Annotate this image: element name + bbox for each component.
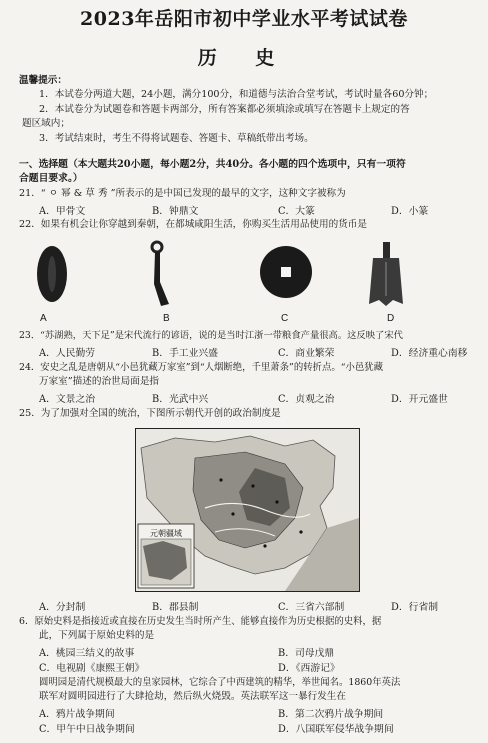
banliang-coin-image [258, 244, 314, 300]
q25-option-a: A．分封制 [39, 602, 86, 613]
q22-label-b: B [163, 313, 170, 324]
q22-label-a: A [40, 313, 47, 324]
knife-coin-image [147, 240, 177, 308]
q22-label-c: C [281, 313, 289, 324]
yuan-territory-map [135, 428, 360, 592]
exam-subject: 历 史 [197, 47, 291, 69]
q27-stem-cont: 联军对圆明园进行了大肆抢劫，然后纵火烧毁。英法联军这一暴行发生在 [39, 691, 346, 702]
q26-option-a: A．桃园三结义的故事 [39, 648, 135, 659]
q25-stem: 25．为了加强对全国的统治，下图所示朝代开创的政治制度是 [19, 408, 281, 419]
notice-item-1: 1．本试卷分两道大题，24小题，满分100分，和道德与法治合堂考试，考试时量各60分钟； [39, 89, 434, 100]
q27-stem: 圆明园是清代规模最大的皇家园林，它综合了中西建筑的精华，举世闻名。1860年英法 [39, 677, 401, 688]
q25-option-b: B．郡县制 [152, 602, 199, 613]
q24-option-a: A．文景之治 [39, 394, 96, 405]
q23-option-a: A．人民勤劳 [39, 348, 96, 359]
q27-option-a: A．鸦片战争期间 [39, 709, 115, 720]
q23-option-c: C．商业繁荣 [278, 348, 335, 359]
q23-option-b: B．手工业兴盛 [152, 348, 218, 359]
q23-stem: 23．“苏湖熟，天下足”是宋代流行的谚语，说的是当时江浙一带粮食产量很高。这反映了宋代 [19, 330, 403, 341]
exam-title: 2023年岳阳市初中学业水平考试试卷 [80, 8, 408, 30]
q26-option-d: D．《西游记》 [278, 663, 340, 674]
q27-option-d: D．八国联军侵华战争期间 [278, 724, 394, 735]
q21-option-c: C．大篆 [278, 206, 315, 217]
map-inset-label: 元朝疆域 [150, 529, 182, 538]
q24-option-b: B．光武中兴 [152, 394, 209, 405]
notice-item-3: 3．考试结束时，考生不得将试题卷、答题卡、草稿纸带出考场。 [39, 133, 314, 144]
section-heading: 一、选择题（本大题共20小题，每小题2分，共40分。各小题的四个选项中，只有一项符 [19, 159, 406, 170]
q22-label-d: D [387, 313, 395, 324]
section-heading-cont: 合题目要求。） [19, 173, 83, 184]
q22-stem: 22．如果有机会让你穿越到秦朝，在都城咸阳生活，你购买生活用品使用的货币是 [19, 219, 367, 230]
q21-option-a: A．甲骨文 [39, 206, 86, 217]
q24-option-c: C．贞观之治 [278, 394, 335, 405]
spade-coin-image [365, 240, 407, 308]
notice-item-2: 2．本试卷分为试题卷和答题卡两部分，所有答案都必须填涂或填写在答题卡上规定的答 [39, 104, 410, 115]
q24-stem-cont: 万家室”描述的治世局面是指 [39, 376, 160, 387]
shell-coin-image [32, 242, 72, 306]
q23-option-d: D．经济重心南移 [391, 348, 468, 359]
q26-stem: 6．原始史料是指接近或直接在历史发生当时所产生、能够直接作为历史根据的史料，据 [19, 616, 382, 627]
notice-heading: 温馨提示： [19, 75, 67, 86]
q25-option-d: D．行省制 [391, 602, 439, 613]
q26-option-c: C．电视剧《康熙王朝》 [39, 663, 145, 674]
q24-stem: 24．安史之乱是唐朝从“小邑犹藏万家室”到“人烟断绝，千里萧条”的转折点。“小邑犹藏 [19, 362, 384, 373]
q26-option-b: B．司母戊鼎 [278, 648, 335, 659]
q24-option-d: D．开元盛世 [391, 394, 448, 405]
q21-option-d: D．小篆 [391, 206, 429, 217]
q27-option-b: B．第二次鸦片战争期间 [278, 709, 384, 720]
q25-option-c: C．三省六部制 [278, 602, 345, 613]
notice-item-2-cont: 题区域内； [22, 118, 70, 129]
q26-stem-cont: 此，下列属于原始史料的是 [39, 630, 155, 641]
q27-option-c: C．甲午中日战争期间 [39, 724, 135, 735]
q21-stem: 21．“ ㅇ 幂 & 草 秀 ”所表示的是中国已发现的最早的文字，这种文字被称为 [19, 188, 346, 199]
q21-option-b: B．钟鼎文 [152, 206, 199, 217]
